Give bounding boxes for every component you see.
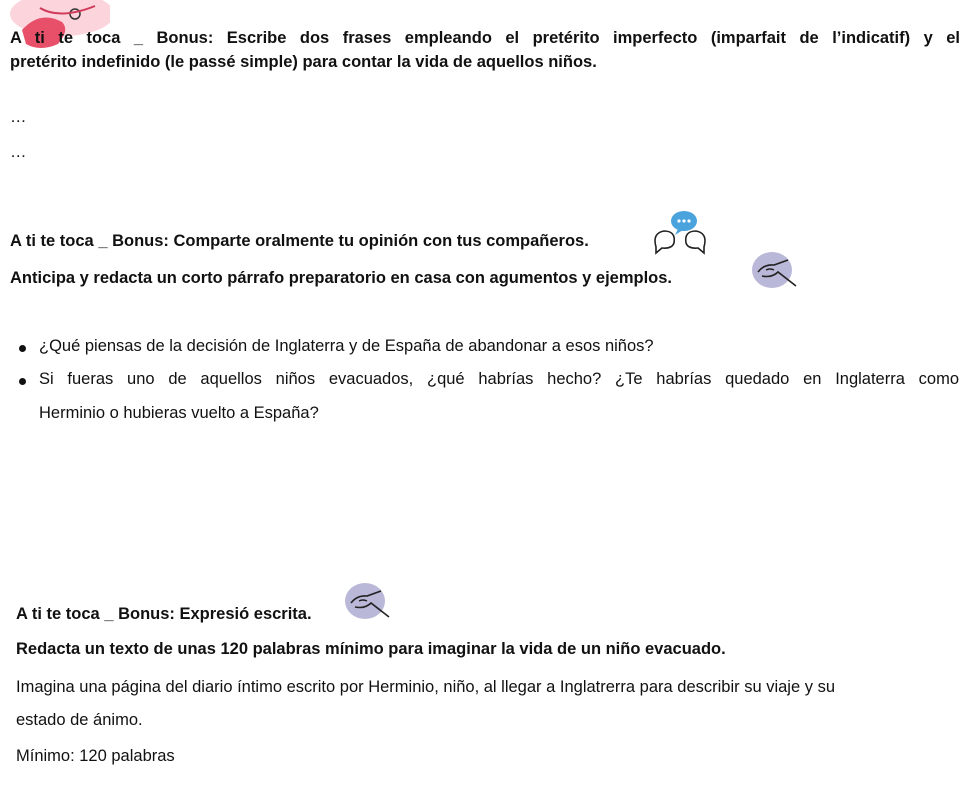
bullet-item-continuation: Herminio o hubieras vuelto a España? <box>39 404 319 422</box>
bullet-item: Si fueras uno de aquellos niños evacuados, ¿qué habrías hecho? ¿Te habrías quedado en Inglaterra como <box>39 370 959 388</box>
bonus-title-line-2: pretérito indefinido (le passé simple) para contar la vida de aquellos niños. <box>10 53 597 71</box>
diary-prompt-line-2: estado de ánimo. <box>16 711 143 729</box>
written-instruction: Redacta un texto de unas 120 palabras mínimo para imaginar la vida de un niño evacuado. <box>16 640 726 658</box>
diary-prompt-line-1: Imagina una página del diario íntimo escrito por Herminio, niño, al llegar a Inglatrerra para describir su viaje y su <box>16 678 835 696</box>
word-minimum: Mínimo: 120 palabras <box>16 747 175 765</box>
bonus-title-line-1: A ti te toca _ Bonus: Escribe dos frases empleando el pretérito imperfecto (imparfait de l’indicatif) y el <box>10 29 960 47</box>
oral-heading: A ti te toca _ Bonus: Comparte oralmente tu opinión con tus compañeros. <box>10 232 589 250</box>
written-heading: A ti te toca _ Bonus: Expresió escrita. <box>16 605 312 623</box>
answer-placeholder-2: … <box>10 143 27 161</box>
speech-bubbles-icon <box>650 207 710 255</box>
writing-hand-icon <box>345 583 393 623</box>
writing-hand-icon <box>752 252 800 292</box>
bullet-item: ¿Qué piensas de la decisión de Inglaterra y de España de abandonar a esos niños? <box>39 337 654 355</box>
bullet-dot <box>19 378 26 385</box>
answer-placeholder-1: … <box>10 108 27 126</box>
oral-subheading: Anticipa y redacta un corto párrafo preparatorio en casa con agumentos y ejemplos. <box>10 269 673 287</box>
bullet-dot <box>19 345 26 352</box>
